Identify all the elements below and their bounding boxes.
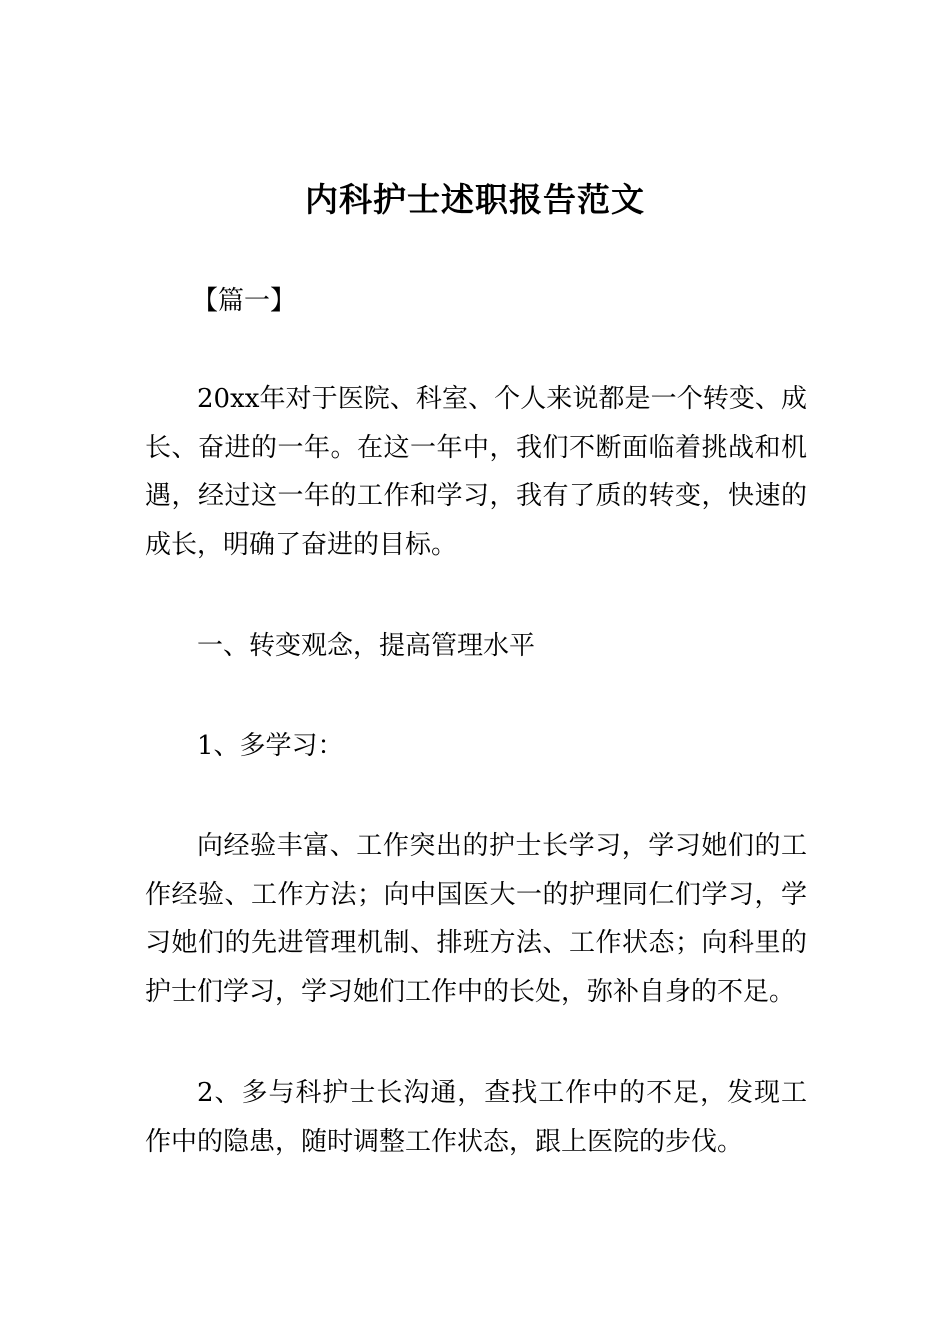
paragraph-learning: 向经验丰富、工作突出的护士长学习，学习她们的工作经验、工作方法；向中国医大一的护理同仁们学习，学习她们的先进管理机制、排班方法、工作状态；向科里的护士们学习，学习她们工作中的长处，弥补自身的不足。 bbox=[145, 831, 807, 1007]
paragraph-intro: 20xx年对于医院、科室、个人来说都是一个转变、成长、奋进的一年。在这一年中，我们不断面临着挑战和机遇，经过这一年的工作和学习，我有了质的转变，快速的成长，明确了奋进的目标。 bbox=[145, 384, 807, 560]
heading-study-more: 1、多学习： bbox=[197, 731, 344, 761]
section-label: 【篇一】 bbox=[192, 286, 297, 316]
heading-change-concept: 一、转变观念，提高管理水平 bbox=[197, 631, 536, 661]
document-title: 内科护士述职报告范文 bbox=[305, 180, 645, 219]
paragraph-communication: 2、多与科护士长沟通，查找工作中的不足，发现工作中的隐患，随时调整工作状态，跟上医院的步伐。 bbox=[145, 1078, 807, 1157]
